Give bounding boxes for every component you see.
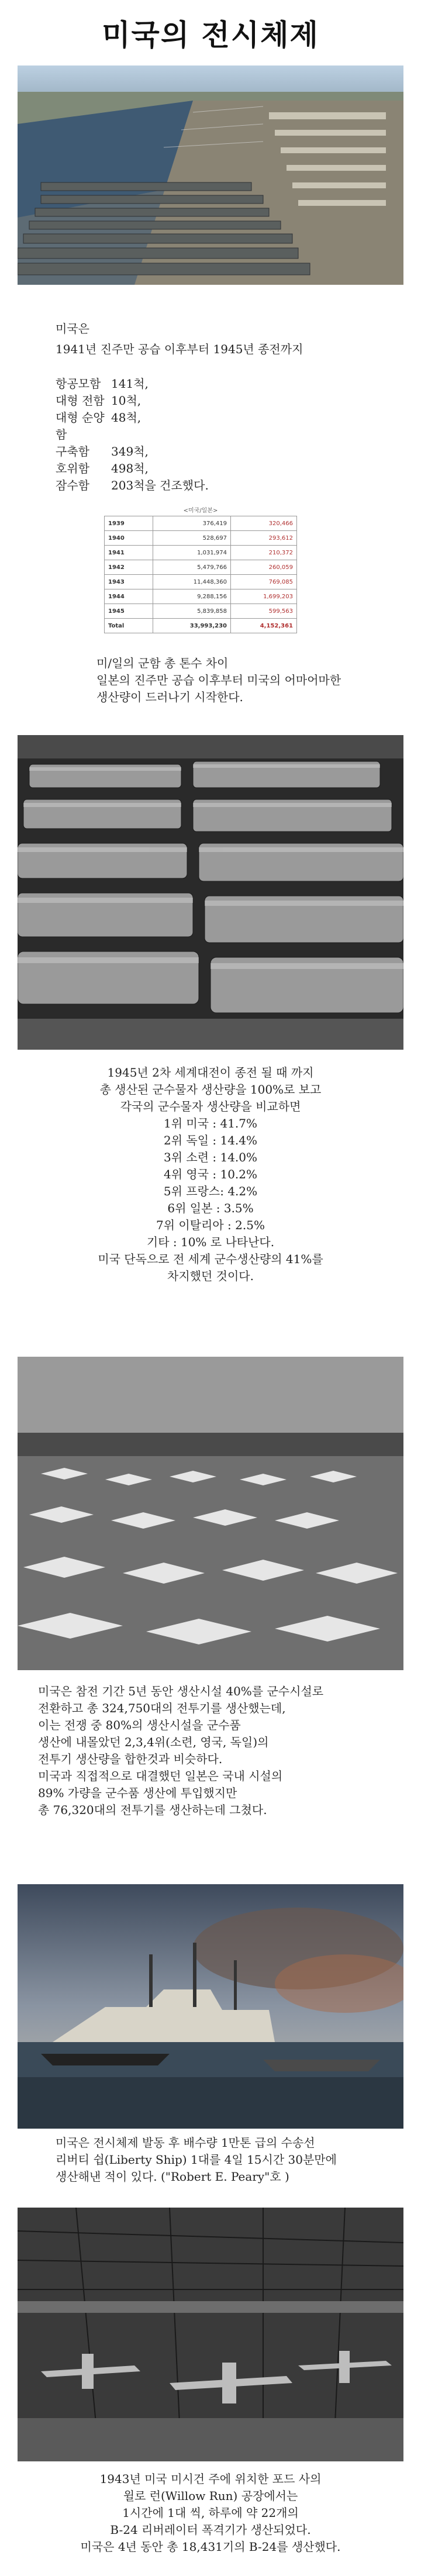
ship-count: 10척,	[111, 394, 142, 408]
table-row	[105, 575, 297, 589]
text-line: 5위 프랑스: 4.2%	[163, 1184, 258, 1198]
ship-list	[56, 375, 209, 494]
intro-line: 미국은	[56, 322, 89, 336]
text-line: 전투기 생산량을 합한것과 비슷하다.	[38, 1752, 223, 1766]
ship-type: 잠수함	[56, 478, 89, 492]
ship-count: 141척,	[111, 377, 149, 391]
table-cell: 1,031,974	[153, 546, 231, 560]
table-caption: <미국/일본>	[183, 508, 218, 514]
intro-text	[56, 320, 303, 358]
list-item	[56, 392, 209, 409]
table-row	[105, 516, 297, 531]
ship-count: 498척,	[111, 461, 149, 475]
table-row	[105, 531, 297, 546]
willow-run-factory-photo	[18, 2208, 403, 2461]
table-cell: 1941	[105, 546, 153, 560]
table-row	[105, 604, 297, 619]
list-item	[56, 443, 209, 460]
table-cell: 5,839,858	[153, 604, 231, 619]
ship-type: 대형 순양함	[56, 411, 105, 442]
text-line: 89% 가량을 군수품 생산에 투입했지만	[38, 1786, 237, 1800]
text-line: 전환하고 총 324,750대의 전투기를 생산했는데,	[38, 1701, 286, 1715]
table-cell: 1940	[105, 531, 153, 546]
text-line: 1위 미국 : 41.7%	[163, 1116, 258, 1130]
text-line: 미/일의 군함 총 톤수 차이	[96, 656, 229, 670]
text-line: 생산에 내몰았던 2,3,4위(소련, 영국, 독일)의	[38, 1735, 269, 1749]
text-line: 1943년 미국 미시건 주에 위치한 포드 사의	[99, 2472, 322, 2486]
table-cell: 210,372	[231, 546, 297, 560]
table-cell: 320,466	[231, 516, 297, 531]
production-table	[104, 516, 297, 633]
munitions-photo	[18, 735, 403, 1050]
intro-line: 1941년 진주만 공습 이후부터 1945년 종전까지	[56, 342, 303, 356]
aircraft-paragraph	[38, 1683, 323, 1819]
text-line: 미국과 직접적으로 대결했던 일본은 국내 시설의	[38, 1769, 283, 1783]
liberty-ship-painting	[18, 1884, 403, 2129]
table-cell: 1,699,203	[231, 589, 297, 604]
text-line: 각국의 군수물자 생산량을 비교하면	[120, 1099, 301, 1113]
table-cell: 1939	[105, 516, 153, 531]
text-line: 7위 이탈리아 : 2.5%	[156, 1218, 265, 1232]
table-cell: 528,697	[153, 531, 231, 546]
text-line: 2위 독일 : 14.4%	[163, 1133, 258, 1147]
text-line: 일본의 진주만 공습 이후부터 미국의 어마어마한	[96, 673, 341, 687]
tonnage-paragraph	[96, 655, 341, 706]
table-cell: 769,085	[231, 575, 297, 589]
text-line: 미국은 전시체제 발동 후 배수량 1만톤 급의 수송선	[56, 2136, 315, 2150]
text-line: 4위 영국 : 10.2%	[163, 1167, 258, 1181]
table-total-row	[105, 619, 297, 633]
list-item	[56, 375, 209, 392]
text-line: 총 76,320대의 전투기를 생산하는데 그쳤다.	[38, 1803, 267, 1817]
table-cell: 599,563	[231, 604, 297, 619]
text-line: 차지했던 것이다.	[167, 1269, 254, 1283]
text-line: B-24 리버레이터 폭격기가 생산되었다.	[110, 2523, 311, 2537]
table-cell: 376,419	[153, 516, 231, 531]
text-line: 생산해낸 적이 있다. ("Robert E. Peary"호 )	[56, 2170, 289, 2184]
table-cell: 4,152,361	[231, 619, 297, 633]
naval-yard-photo	[18, 65, 403, 285]
text-line: 윌로 런(Willow Run) 공장에서는	[123, 2489, 298, 2503]
ship-type: 구축함	[56, 444, 89, 458]
text-line: 총 생산된 군수물자 생산량을 100%로 보고	[99, 1082, 322, 1096]
table-cell: 9,288,156	[153, 589, 231, 604]
liberty-ship-paragraph	[56, 2134, 337, 2185]
table-cell: 5,479,766	[153, 560, 231, 575]
ship-count: 203척을 건조했다.	[111, 478, 209, 492]
text-line: 이는 전쟁 중 80%의 생산시설을 군수품	[38, 1718, 241, 1732]
ship-type: 항공모함	[56, 377, 101, 391]
willow-run-paragraph	[35, 2471, 386, 2556]
page-title: 미국의 전시체제	[102, 18, 319, 52]
aircraft-field-photo	[18, 1357, 403, 1670]
ship-type: 호위함	[56, 461, 89, 475]
ship-count: 349척,	[111, 444, 149, 458]
production-share-paragraph	[35, 1064, 386, 1285]
text-line: 생산량이 드러나기 시작한다.	[96, 690, 243, 704]
table-cell: 260,059	[231, 560, 297, 575]
list-item	[56, 409, 209, 443]
table-cell: 33,993,230	[153, 619, 231, 633]
list-item	[56, 477, 209, 494]
table-cell: 11,448,360	[153, 575, 231, 589]
table-cell: 293,612	[231, 531, 297, 546]
text-line: 미국 단독으로 전 세계 군수생산량의 41%를	[98, 1252, 323, 1266]
text-line: 미국은 참전 기간 5년 동안 생산시설 40%를 군수시설로	[38, 1684, 324, 1698]
ship-type: 대형 전함	[56, 394, 105, 408]
text-line: 리버티 쉽(Liberty Ship) 1대를 4일 15시간 30분만에	[56, 2153, 337, 2167]
table-cell: 1943	[105, 575, 153, 589]
table-cell: 1942	[105, 560, 153, 575]
text-line: 1시간에 1대 씩, 하루에 약 22개의	[122, 2506, 299, 2520]
text-line: 6위 일본 : 3.5%	[167, 1201, 254, 1215]
ship-count: 48척,	[111, 411, 142, 425]
table-cell: Total	[105, 619, 153, 633]
text-line: 미국은 4년 동안 총 18,431기의 B-24를 생산했다.	[80, 2540, 341, 2554]
table-row	[105, 560, 297, 575]
table-cell: 1945	[105, 604, 153, 619]
text-line: 기타 : 10% 로 나타난다.	[146, 1235, 275, 1249]
table-row	[105, 546, 297, 560]
table-cell: 1944	[105, 589, 153, 604]
list-item	[56, 460, 209, 477]
text-line: 3위 소련 : 14.0%	[163, 1150, 258, 1164]
text-line: 1945년 2차 세계대전이 종전 될 때 까지	[107, 1065, 314, 1080]
table-row	[105, 589, 297, 604]
